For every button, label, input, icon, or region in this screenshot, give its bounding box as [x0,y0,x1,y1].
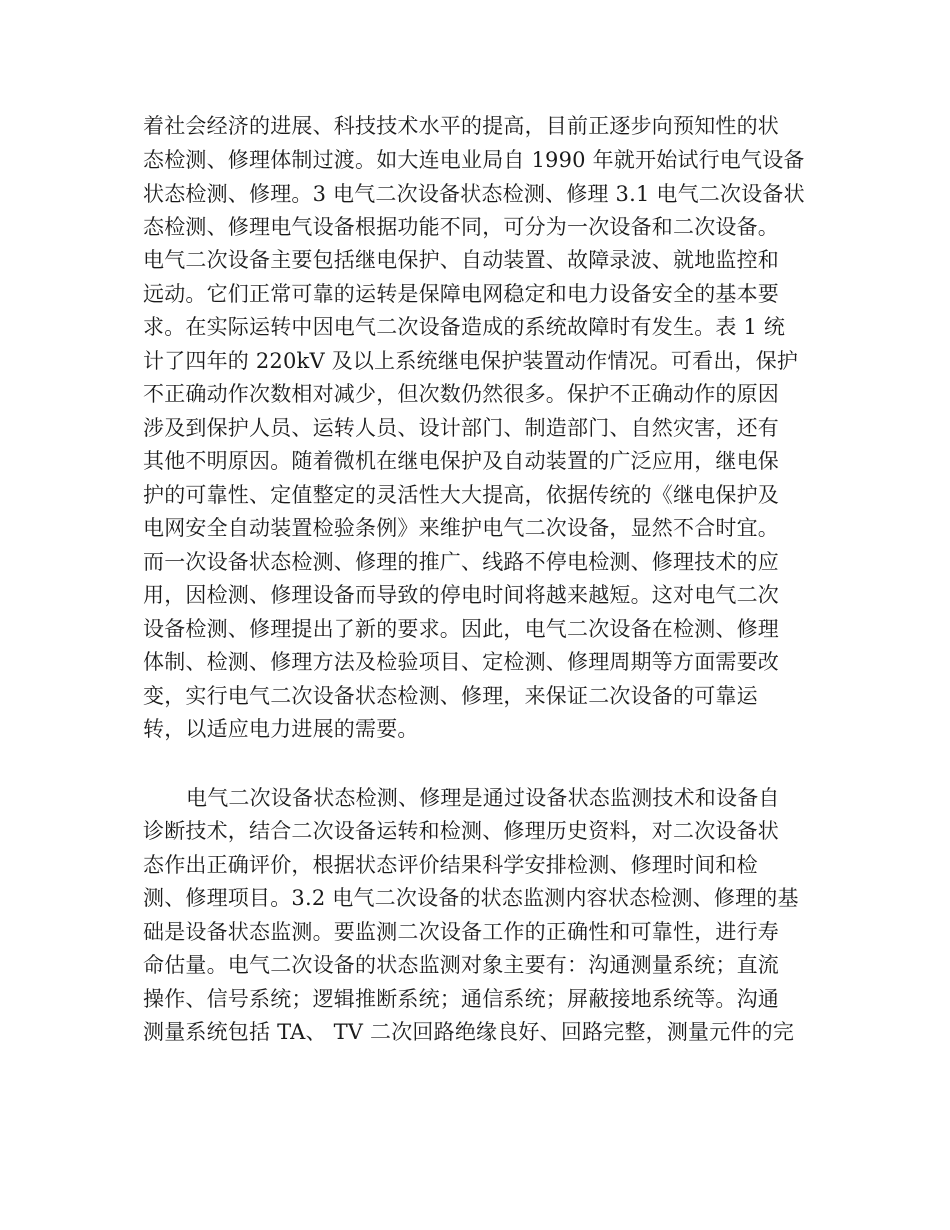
text-line: 计了四年的 220kV 及以上系统继电保护装置动作情况。可看出，保护 [143,349,799,373]
text-line: 远动。它们正常可靠的运转是保障电网稳定和电力设备安全的基本要 [143,282,779,306]
text-line: 诊断技术，结合二次设备运转和检测、修理历史资料，对二次设备状 [143,819,779,843]
text-line: 操作、信号系统；逻辑推断系统；通信系统；屏蔽接地系统等。沟通 [143,987,779,1011]
text-line: 电网安全自动装置检验条例》来维护电气二次设备，显然不合时宜。 [143,516,779,540]
text-line: 用，因检测、修理设备而导致的停电时间将越来越短。这对电气二次 [143,583,779,607]
text-line: 变，实行电气二次设备状态检测、修理，来保证二次设备的可靠运 [143,684,758,708]
text-line: 涉及到保护人员、运转人员、设计部门、制造部门、自然灾害，还有 [143,416,779,440]
text-line: 状态检测、修理。3 电气二次设备状态检测、修理 3.1 电气二次设备状 [143,182,805,206]
text-line: 而一次设备状态检测、修理的推广、线路不停电检测、修理技术的应 [143,550,779,574]
text-line: 其他不明原因。随着微机在继电保护及自动装置的广泛应用，继电保 [143,449,779,473]
text-line: 体制、检测、修理方法及检验项目、定检测、修理周期等方面需要改 [143,650,779,674]
text-line: 态检测、修理电气设备根据功能不同，可分为一次设备和二次设备。 [143,215,779,239]
text-line: 础是设备状态监测。要监测二次设备工作的正确性和可靠性，进行寿 [143,920,779,944]
text-line: 求。在实际运转中因电气二次设备造成的系统故障时有发生。表 1 统 [143,315,786,339]
text-line: 护的可靠性、定值整定的灵活性大大提高，依据传统的《继电保护及 [143,483,779,507]
text-line: 不正确动作次数相对减少，但次数仍然很多。保护不正确动作的原因 [143,382,779,406]
text-line: 转，以适应电力进展的需要。 [143,717,419,741]
text-line: 测量系统包括 TA、 TV 二次回路绝缘良好、回路完整，测量元件的完 [143,1020,795,1044]
text-line: 电气二次设备主要包括继电保护、自动装置、故障录波、就地监控和 [143,248,779,272]
text-line: 着社会经济的进展、科技技术水平的提高，目前正逐步向预知性的状 [143,114,779,138]
text-line: 态检测、修理体制过渡。如大连电业局自 1990 年就开始试行电气设备 [143,148,805,172]
text-line: 测、修理项目。3.2 电气二次设备的状态监测内容状态检测、修理的基 [143,886,799,910]
text-line: 设备检测、修理提出了新的要求。因此，电气二次设备在检测、修理 [143,617,779,641]
text-line: 态作出正确评价，根据状态评价结果科学安排检测、修理时间和检 [143,853,758,877]
text-line: 电气二次设备状态检测、修理是通过设备状态监测技术和设备自 [186,786,780,810]
text-line: 命估量。电气二次设备的状态监测对象主要有：沟通测量系统；直流 [143,953,779,977]
